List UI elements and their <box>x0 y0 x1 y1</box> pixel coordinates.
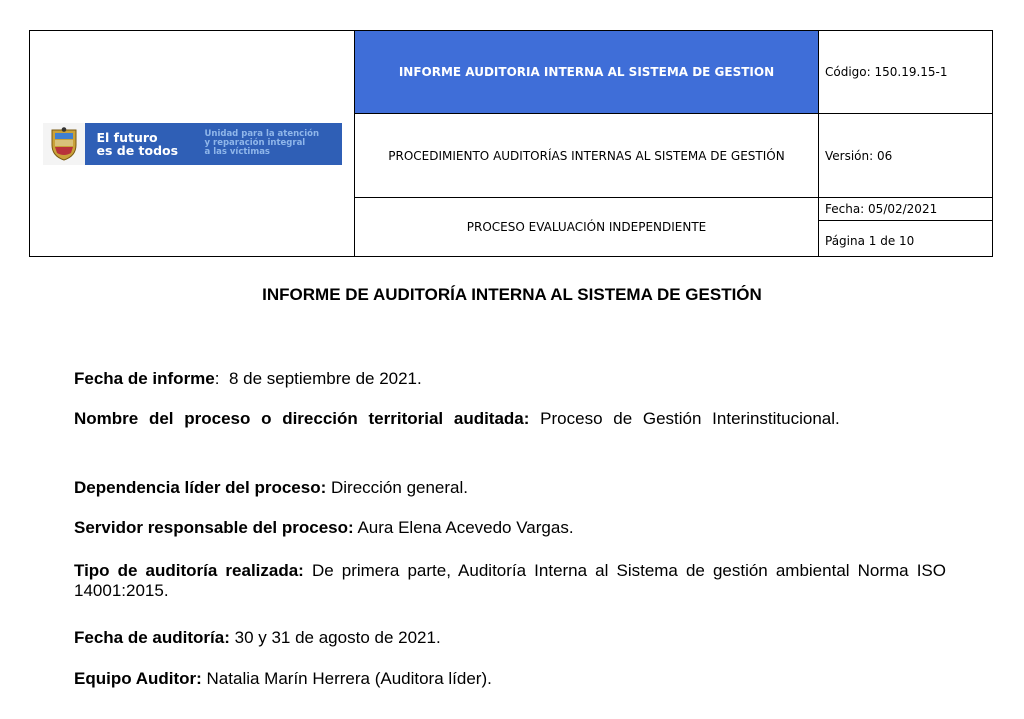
field-process-name <box>74 409 946 429</box>
field-label: Servidor responsable del proceso: <box>74 518 354 537</box>
field-label: Fecha de informe <box>74 369 215 388</box>
field-value: Aura Elena Acevedo Vargas. <box>357 518 574 537</box>
field-label: Tipo de auditoría realizada: <box>74 561 304 580</box>
field-value: De primera parte, Auditoría Interna al Sistema de gestión ambiental Norma ISO 14001:2015. <box>74 561 946 600</box>
field-label: Fecha de auditoría: <box>74 628 230 647</box>
field-lead-dependency <box>74 478 946 498</box>
field-label: Equipo Auditor: <box>74 669 202 688</box>
field-audit-team <box>74 669 946 689</box>
page-number-cell: Página 1 de 10 <box>818 221 992 256</box>
institution-logo <box>43 123 342 165</box>
document-header-table <box>29 30 993 257</box>
field-label: Nombre del proceso o dirección territorial auditada: <box>74 409 530 428</box>
logo-unit-name <box>205 130 320 157</box>
logo-unit-line: Unidad para la atención <box>204 129 320 139</box>
process-cell: PROCESO EVALUACIÓN INDEPENDIENTE <box>466 220 707 234</box>
logo-slogan-line2: es de todos <box>96 142 179 158</box>
version-cell: Versión: 06 <box>818 114 992 198</box>
document-title: INFORME DE AUDITORÍA INTERNA AL SISTEMA DE GESTIÓN <box>262 285 762 304</box>
field-label: Dependencia líder del proceso: <box>74 478 327 497</box>
code-cell: Código: 150.19.15-1 <box>818 31 992 114</box>
field-report-date: Fecha de informe: 8 de septiembre de 2021. <box>74 369 422 388</box>
field-value: Dirección general. <box>330 478 468 497</box>
field-value: 8 de septiembre de 2021. <box>228 369 422 388</box>
logo-unit-line: a las víctimas <box>204 147 270 157</box>
field-value: Natalia Marín Herrera (Auditora líder). <box>206 669 492 688</box>
field-value: Proceso de Gestión Interinstitucional. <box>540 409 840 428</box>
field-audit-type <box>74 561 946 601</box>
field-value: 30 y 31 de agosto de 2021. <box>234 628 441 647</box>
date-cell: Fecha: 05/02/2021 <box>818 198 992 221</box>
report-title-cell: INFORME AUDITORIA INTERNA AL SISTEMA DE GESTION <box>355 31 818 114</box>
logo-unit-line: y reparación integral <box>204 138 306 148</box>
logo-slogan-line1: El futuro <box>96 129 158 145</box>
logo-slogan <box>97 131 191 157</box>
field-process-owner <box>74 518 946 538</box>
logo-cell <box>30 31 355 256</box>
field-audit-date <box>74 628 946 648</box>
procedure-cell: PROCEDIMIENTO AUDITORÍAS INTERNAS AL SISTEMA DE GESTIÓN <box>355 114 818 198</box>
coat-of-arms-icon <box>43 123 85 165</box>
